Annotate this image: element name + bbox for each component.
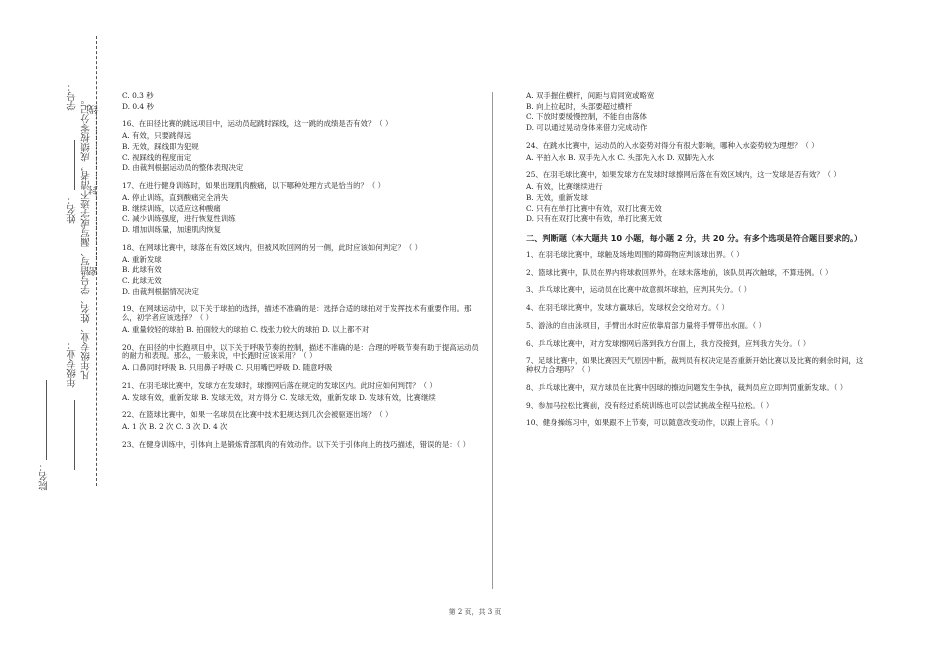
question-stem: 24、在跳水比赛中，运动员的入水姿势对得分有很大影响，哪种入水姿势较为理想？（ ） — [526, 140, 819, 150]
question-stem: 18、在网球比赛中，球落在有效区域内，但被风吹回网的另一侧，此时应该如何判定？（ ） — [122, 242, 422, 252]
judgment-item-9: 9、参加马拉松比赛前，没有经过系统训练也可以尝试挑战全程马拉松。（ ） — [526, 400, 774, 410]
question-15-tail — [122, 92, 480, 111]
question-20 — [122, 344, 480, 373]
judgment-item-8: 8、乒乓球比赛中，双方球员在比赛中因球的擦边问题发生争执，裁判员应立即判罚重新发球。（ ） — [526, 382, 848, 392]
option-d: D. 由裁判根据运动员的整体表现决定 — [122, 163, 244, 173]
options-inline: A. 重量较轻的球拍 B. 拍面较大的球拍 C. 线张力较大的球拍 D. 以上都不对 — [122, 324, 370, 334]
question-16 — [122, 120, 480, 173]
options-inline: A. 发球有效，重新发球 B. 发球无效，对方得分 C. 发球无效，重新发球 D. 发球有效，比赛继续 — [122, 392, 436, 402]
class-label: 年级专业： — [67, 340, 78, 388]
option-a: A. 重新发球 — [122, 254, 162, 264]
id-label: 学号： — [67, 82, 78, 111]
option-b: B. 继续训练，以适应这种酸痛 — [122, 203, 221, 213]
question-stem: 16、在田径比赛的跳远项目中，运动员起跳时踩线，这一跳的成绩是否有效？（ ） — [122, 119, 393, 129]
question-stem: 22、在篮球比赛中，如果一名球员在比赛中技术犯规达到几次会被驱逐出场？（ ） — [122, 410, 393, 420]
question-18 — [122, 244, 480, 297]
option-a: A. 有效，比赛继续进行 — [526, 182, 603, 192]
options-inline: A. 平拍入水 B. 双手先入水 C. 头部先入水 D. 双脚先入水 — [526, 152, 715, 162]
option-c: C. 0.3 秒 — [122, 91, 154, 100]
option-a: A. 有效，只要跳得远 — [122, 131, 192, 141]
question-stem: 19、在网球运动中，以下关于球拍的选择，描述不准确的是：选择合适的球拍对于发挥技术有重要作用。那么，初学者应该选择？（ ） — [122, 304, 472, 323]
question-stem: 21、在羽毛球比赛中，发球方在发球时，球擦网后落在规定的发球区内。此时应如何判罚？（ ） — [122, 380, 437, 390]
question-stem: 25、在羽毛球比赛中，如果发球方在发球时球擦网后落在有效区域内，这一发球是否有效？（ ） — [526, 170, 841, 180]
option-d: D. 可以通过晃动身体来借力完成动作 — [526, 123, 648, 133]
name-field — [74, 140, 75, 190]
question-stem: 23、在健身训练中，引体向上是锻炼背部肌肉的有效动作。以下关于引体向上的技巧描述，错误的是：（ ） — [122, 439, 471, 449]
name-label: 姓名： — [67, 195, 78, 224]
judgment-item-5: 5、游泳的自由泳项目，手臂出水时应依靠肩部力量将手臂带出水面。（ ） — [526, 320, 766, 330]
option-b: B. 无效，重新发球 — [526, 192, 588, 202]
question-21 — [122, 382, 480, 402]
option-b: B. 此球有效 — [122, 265, 162, 275]
option-c: C. 减少训练强度，进行恢复性训练 — [122, 214, 236, 224]
school-field — [46, 380, 47, 460]
question-23 — [122, 441, 480, 450]
right-column — [526, 92, 864, 437]
option-c: C. 下放时要缓慢控制，不能自由落体 — [526, 112, 647, 122]
judgment-item-1: 1、在羽毛球比赛中，球触及场地周围的障碍物应判该球出界。（ ） — [526, 249, 744, 259]
judgment-item-4: 4、在羽毛球比赛中，发球方赢球后，发球权会交给对方。（ ） — [526, 303, 729, 313]
option-a: A. 停止训练，直到酸痛完全消失 — [122, 192, 229, 202]
option-d: D. 0.4 秒 — [122, 101, 154, 111]
left-column — [122, 92, 480, 459]
column-divider — [492, 92, 493, 589]
page-footer: 第 2 页，共 3 页 — [448, 608, 502, 616]
question-17 — [122, 182, 480, 235]
question-23-options — [526, 92, 864, 133]
notice-text: 凡年级专业、姓名、学号错写、漏写或字迹不清者，成绩按零分记。 — [81, 95, 92, 380]
options-inline: A. 口鼻同时呼吸 B. 只用鼻子呼吸 C. 只用嘴巴呼吸 D. 随意呼吸 — [122, 363, 333, 373]
question-stem: 17、在进行健身训练时，如果出现肌肉酸痛，以下哪种处理方式是恰当的？（ ） — [122, 181, 386, 191]
judgment-item-6: 6、乒乓球比赛中，对方发球擦网后落到我方台面上，我方没接到，应判我方失分。（ ） — [526, 338, 811, 348]
question-stem: 20、在田径的中长跑项目中，以下关于呼吸节奏的控制，描述不准确的是：合理的呼吸节奏有助于提高运动员的耐力和表现。那么，一般来说，中长跑时应该采用？（ ） — [122, 342, 479, 361]
option-d: D. 由裁判根据情况决定 — [122, 286, 199, 296]
option-b: B. 向上拉起时，头部要超过横杆 — [526, 101, 633, 111]
option-d: D. 只有在双打比赛中有效，单打比赛无效 — [526, 214, 663, 224]
option-c: C. 视踩线的程度而定 — [122, 152, 192, 162]
option-c: C. 此球无效 — [122, 276, 162, 286]
judgment-item-10: 10、健身操练习中，如果跟不上节奏，可以随意改变动作，以跟上音乐。（ ） — [526, 418, 778, 428]
binding-margin — [0, 0, 100, 672]
question-24 — [526, 142, 864, 162]
question-19 — [122, 305, 480, 334]
options-inline: A. 1 次 B. 2 次 C. 3 次 D. 4 次 — [122, 422, 228, 432]
section-title-judgment: 二、判断题（本大题共 10 小题，每小题 2 分，共 20 分。有多个选项是符合题目要求的。） — [526, 233, 863, 244]
option-b: B. 无效，踩线即为犯规 — [122, 141, 199, 151]
class-field — [74, 400, 75, 470]
judgment-item-2: 2、篮球比赛中，队员在界内将球救回界外，在球未落地前，该队员再次触球，不算违例。（ ） — [526, 267, 833, 277]
question-22 — [122, 411, 480, 431]
option-d: D. 增加训练量，加速肌肉恢复 — [122, 225, 222, 235]
question-25 — [526, 171, 864, 224]
seal-line-text: 密……………………封……………………线 — [89, 105, 100, 276]
school-label: 院名： — [39, 462, 50, 491]
option-a: A. 双手握住横杆，间距与肩同宽或略宽 — [526, 91, 655, 100]
judgment-item-3: 3、乒乓球比赛中，运动员在比赛中故意损坏球拍，应判其失分。（ ） — [526, 285, 752, 295]
option-c: C. 只有在单打比赛中有效，双打比赛无效 — [526, 203, 662, 213]
judgment-item-7: 7、足球比赛中，如果比赛因天气原因中断，裁判员有权决定是否重新开始比赛以及比赛的剩余时间，这种权力合理吗？（ ） — [526, 356, 864, 375]
